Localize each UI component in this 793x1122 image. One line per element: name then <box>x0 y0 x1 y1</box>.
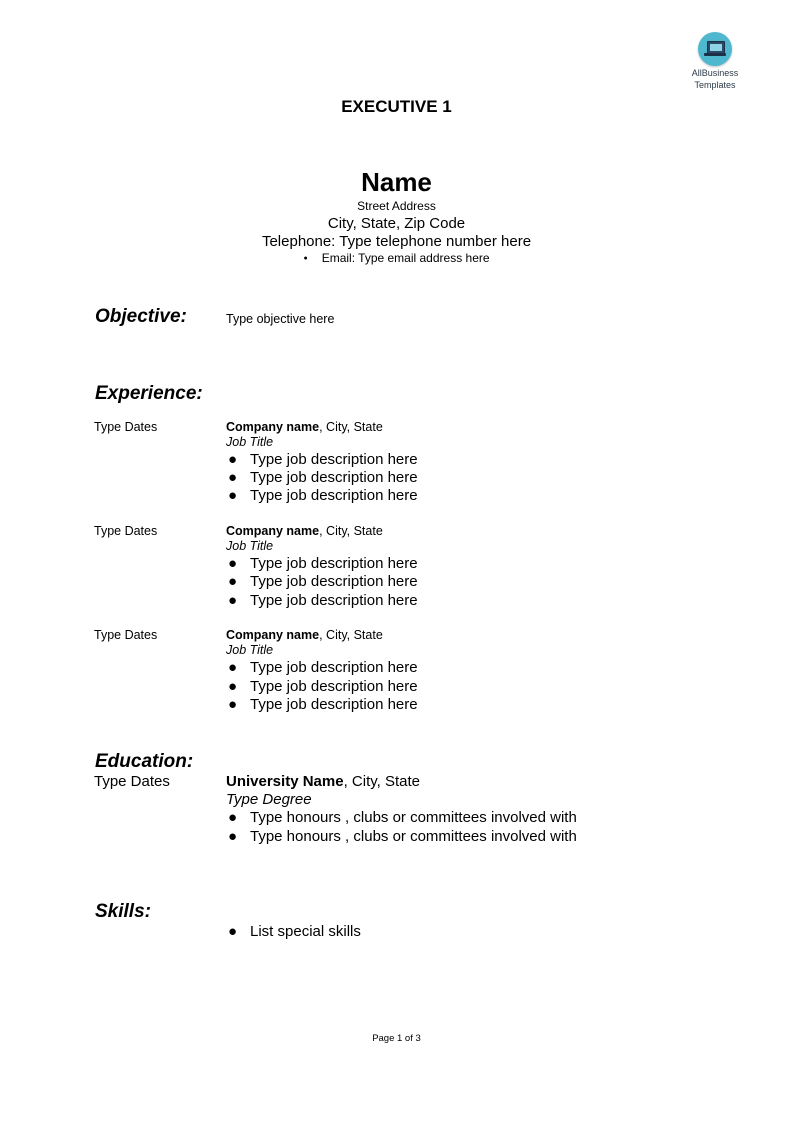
bullet-icon: ● <box>228 923 238 940</box>
experience-heading: Experience: <box>95 383 203 404</box>
bullet-icon: ● <box>228 592 238 609</box>
job-company-line <box>226 524 383 538</box>
job-company-line <box>226 420 383 434</box>
job-bullet: ● Type job description here <box>228 555 418 572</box>
bullet-icon: ● <box>228 451 238 468</box>
job-dates: Type Dates <box>94 524 158 538</box>
resume-name: Name <box>361 167 432 197</box>
job-bullet: ● Type job description here <box>228 696 418 713</box>
email: Email: Type email address here <box>321 251 490 265</box>
bullet-icon: ● <box>303 255 308 262</box>
laptop-icon <box>698 32 732 66</box>
company-name: Company name <box>226 628 320 642</box>
job-title: Job Title <box>226 539 274 553</box>
skills-heading: Skills: <box>95 901 151 922</box>
education-bullet: ● Type honours , clubs or committees involved with <box>228 809 577 826</box>
city-state-zip: City, State, Zip Code <box>327 215 466 232</box>
bullet-icon: ● <box>228 678 238 695</box>
job-bullet: ● Type job description here <box>228 487 418 504</box>
company-name: Company name <box>226 524 320 538</box>
job-bullet: ● Type job description here <box>228 451 418 468</box>
bullet-icon: ● <box>228 555 238 572</box>
telephone: Telephone: Type telephone number here <box>261 233 532 250</box>
bullet-icon: ● <box>228 659 238 676</box>
job-title: Job Title <box>226 643 274 657</box>
university-name: University Name <box>226 773 344 790</box>
university-line <box>226 773 420 790</box>
job-bullet: ● Type job description here <box>228 678 418 695</box>
email-line <box>0 251 793 265</box>
job-title: Job Title <box>226 435 274 449</box>
logo-text-line2: Templates <box>694 80 736 90</box>
company-location: , City, State <box>319 628 383 642</box>
education-dates: Type Dates <box>94 773 170 790</box>
objective-heading: Objective: <box>95 306 187 327</box>
bullet-icon: ● <box>228 828 238 845</box>
objective-text: Type objective here <box>226 312 335 326</box>
allbusiness-templates-logo <box>686 32 744 92</box>
bullet-icon: ● <box>228 696 238 713</box>
job-bullet: ● Type job description here <box>228 659 418 676</box>
skills-bullet: ● List special skills <box>228 923 361 940</box>
document-title: EXECUTIVE 1 <box>341 97 452 116</box>
job-bullet: ● Type job description here <box>228 573 418 590</box>
job-bullet: ● Type job description here <box>228 469 418 486</box>
education-heading: Education: <box>95 751 194 772</box>
bullet-icon: ● <box>228 809 238 826</box>
university-location: , City, State <box>343 773 420 790</box>
bullet-icon: ● <box>228 469 238 486</box>
logo-text-line1: AllBusiness <box>691 68 739 78</box>
company-location: , City, State <box>319 420 383 434</box>
company-location: , City, State <box>319 524 383 538</box>
education-bullet: ● Type honours , clubs or committees involved with <box>228 828 577 845</box>
job-dates: Type Dates <box>94 420 158 434</box>
street-address: Street Address <box>357 199 436 213</box>
job-dates: Type Dates <box>94 628 158 642</box>
degree: Type Degree <box>226 791 312 808</box>
job-bullet: ● Type job description here <box>228 592 418 609</box>
bullet-icon: ● <box>228 487 238 504</box>
company-name: Company name <box>226 420 320 434</box>
job-company-line <box>226 628 383 642</box>
page-number: Page 1 of 3 <box>372 1033 421 1044</box>
bullet-icon: ● <box>228 573 238 590</box>
